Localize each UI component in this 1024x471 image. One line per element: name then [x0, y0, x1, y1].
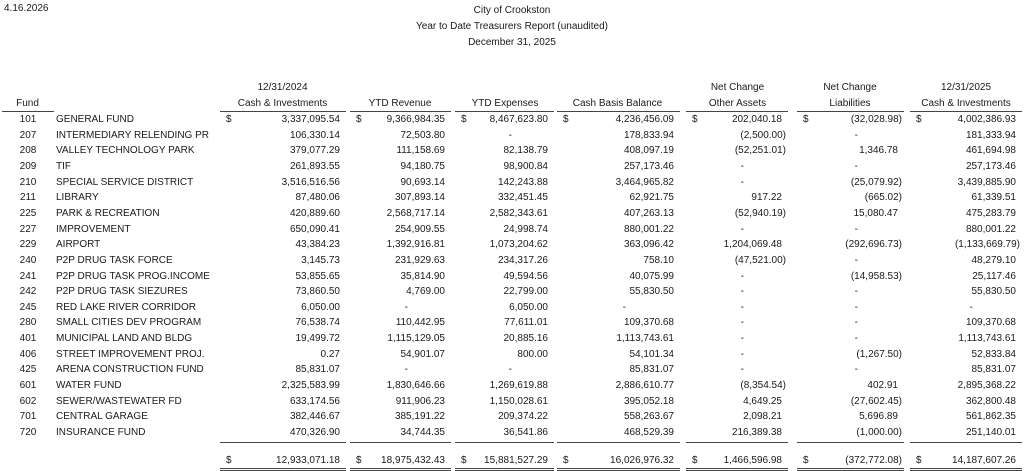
cell-value-c2: -: [404, 364, 408, 376]
cell-value-c6: -: [854, 160, 858, 172]
cell-value-c5: 202,040.18: [731, 114, 782, 125]
cell-value-c3: 234,317.26: [497, 254, 548, 266]
cell-value-c2: 1,392,916.81: [386, 239, 445, 251]
header-fund: Fund: [16, 98, 39, 109]
cell-value-c7: 52,833.84: [971, 348, 1016, 360]
currency-symbol: $: [356, 114, 362, 125]
report-period: December 31, 2025: [468, 37, 556, 48]
fund-name: STREET IMPROVEMENT PROJ.: [56, 348, 205, 360]
cell-value-c1: 382,446.67: [289, 411, 340, 423]
cell-value-c2: 9,366,984.35: [386, 114, 445, 125]
header-underline-c6: [797, 111, 904, 112]
cell-value-c6: 15,080.47: [853, 207, 898, 219]
cell-value-c5: -: [740, 160, 744, 172]
fund-name: WATER FUND: [56, 380, 122, 392]
cell-value-c4: 880,001.22: [623, 223, 674, 235]
fund-number: 242: [19, 286, 37, 298]
total-double-rule: [910, 468, 1022, 471]
currency-symbol: $: [461, 454, 467, 466]
fund-name: ARENA CONSTRUCTION FUND: [56, 364, 204, 376]
cell-value-c4: 408,097.19: [623, 145, 674, 157]
header-underline-c7: [910, 111, 1022, 112]
cell-value-c1: 73,860.50: [295, 286, 340, 298]
cell-value-c5: 4,649.25: [743, 395, 782, 407]
cell-value-c6: (14,958.53): [850, 270, 902, 282]
cell-value-c2: 1,115,129.05: [387, 333, 445, 345]
cell-value-c3: 98,900.84: [503, 160, 548, 172]
cell-value-c6: (25,079.92): [850, 176, 902, 188]
cell-value-c4: 85,831.07: [629, 364, 674, 376]
cell-value-c3: 800.00: [517, 348, 548, 360]
header-underline-c1: [220, 111, 346, 112]
fund-name: IMPROVEMENT: [56, 223, 131, 235]
cell-value-c2: 4,769.00: [406, 286, 445, 298]
cell-value-c5: (52,251.01): [734, 145, 786, 157]
currency-symbol: $: [226, 454, 232, 466]
fund-name: INTERMEDIARY RELENDING PR: [56, 129, 209, 141]
cell-value-c3: 22,799.00: [503, 286, 548, 298]
cell-value-c5: -: [740, 333, 744, 345]
currency-symbol: $: [563, 114, 569, 125]
fund-name: LIBRARY: [56, 192, 99, 204]
cell-value-c1: 53,855.65: [295, 270, 340, 282]
subtotal-rule: [350, 442, 451, 443]
total-value-c6: (372,772.08): [845, 454, 902, 466]
fund-number: 425: [19, 364, 37, 376]
cell-value-c3: 1,073,204.62: [489, 239, 548, 251]
fund-name: CENTRAL GARAGE: [56, 411, 148, 423]
cell-value-c4: 395,052.18: [623, 395, 674, 407]
cell-value-c5: (52,940.19): [734, 207, 786, 219]
fund-name: TIF: [56, 160, 71, 172]
subtotal-rule: [910, 442, 1022, 443]
cell-value-c4: 54,101.34: [629, 348, 674, 360]
fund-number: 406: [19, 348, 37, 360]
fund-name: MUNICIPAL LAND AND BLDG: [56, 333, 193, 345]
fund-number: 601: [19, 380, 37, 392]
header-c7: Cash & Investments: [921, 98, 1011, 109]
cell-value-c6: (32,028.98): [850, 114, 902, 125]
print-date: 4.16.2026: [4, 3, 49, 14]
fund-number: 280: [19, 317, 37, 329]
cell-value-c4: 468,529.39: [623, 427, 674, 438]
fund-number: 229: [19, 239, 37, 251]
header-underline-c4: [557, 111, 680, 112]
cell-value-c3: 20,885.16: [503, 333, 548, 345]
cell-value-c7: 251,140.01: [965, 427, 1016, 438]
cell-value-c2: 2,568,717.14: [386, 207, 445, 219]
cell-value-c3: 49,594.56: [503, 270, 548, 282]
total-value-c2: 18,975,432.43: [381, 454, 445, 466]
cell-value-c1: 87,480.06: [295, 192, 340, 204]
currency-symbol: $: [916, 454, 922, 466]
subtotal-rule: [455, 442, 554, 443]
cell-value-c7: 61,339.51: [971, 192, 1016, 204]
fund-name: INSURANCE FUND: [56, 427, 146, 438]
cell-value-c1: 43,384.23: [295, 239, 340, 251]
cell-value-c2: 111,158.69: [396, 145, 445, 157]
cell-value-c3: 82,138.79: [503, 145, 548, 157]
cell-value-c3: 8,467,623.80: [489, 114, 548, 125]
cell-value-c5: -: [740, 317, 744, 329]
fund-name: P2P DRUG TASK SIEZURES: [56, 286, 188, 298]
currency-symbol: $: [692, 114, 698, 125]
cell-value-c7: 4,002,386.93: [957, 114, 1016, 125]
cell-value-c3: 36,541.86: [503, 427, 548, 438]
cell-value-c3: 24,998.74: [503, 223, 548, 235]
cell-value-c5: -: [740, 286, 744, 298]
total-double-rule: [350, 468, 451, 471]
cell-value-c2: 385,191.22: [394, 411, 445, 423]
cell-value-c7: 561,862.35: [965, 411, 1016, 423]
cell-value-c1: 2,325,583.99: [281, 380, 340, 392]
cell-value-c2: 1,830,646.66: [386, 380, 445, 392]
cell-value-c4: 1,113,743.61: [616, 333, 674, 345]
cell-value-c5: 1,204,069.48: [723, 239, 782, 251]
total-value-c3: 15,881,527.29: [484, 454, 548, 466]
cell-value-c6: 5,696.89: [859, 411, 898, 423]
cell-value-c4: 55,830.50: [629, 286, 674, 298]
fund-name: SEWER/WASTEWATER FD: [56, 395, 182, 407]
header-underline-c3: [455, 111, 554, 112]
header-underline-c5: [686, 111, 788, 112]
cell-value-c5: -: [740, 176, 744, 188]
cell-value-c3: 77,611.01: [504, 317, 548, 329]
cell-value-c1: 379,077.29: [289, 145, 340, 157]
fund-number: 227: [19, 223, 37, 235]
cell-value-c5: -: [740, 348, 744, 360]
cell-value-c4: 558,263.67: [623, 411, 674, 423]
cell-value-c4: 2,886,610.77: [615, 380, 674, 392]
cell-value-c7: 55,830.50: [971, 286, 1016, 298]
cell-value-c2: 254,909.55: [394, 223, 445, 235]
fund-number: 245: [19, 301, 37, 313]
cell-value-c1: 650,090.41: [289, 223, 340, 235]
fund-name: SPECIAL SERVICE DISTRICT: [56, 176, 194, 188]
header-c2: YTD Revenue: [368, 98, 432, 109]
cell-value-c6: -: [854, 333, 858, 345]
cell-value-c4: 3,464,965.82: [615, 176, 674, 188]
cell-value-c1: 3,145.73: [301, 254, 340, 266]
cell-value-c7: 475,283.79: [965, 207, 1016, 219]
cell-value-c2: -: [404, 301, 408, 313]
cell-value-c3: 1,150,028.61: [489, 395, 548, 407]
cell-value-c4: 257,173.46: [623, 160, 674, 172]
cell-value-c5: 2,098.21: [743, 411, 782, 423]
cell-value-c1: 106,330.14: [289, 129, 340, 141]
fund-number: 240: [19, 254, 37, 266]
fund-name: VALLEY TECHNOLOGY PARK: [56, 145, 195, 157]
subtotal-rule: [797, 442, 904, 443]
fund-number: 210: [19, 176, 37, 188]
header-c5: Other Assets: [708, 98, 767, 109]
fund-number: 101: [19, 114, 37, 125]
cell-value-c7: 109,370.68: [965, 317, 1016, 329]
cell-value-c2: 110,442.95: [395, 317, 445, 329]
fund-number: 207: [19, 129, 37, 141]
total-double-rule: [686, 468, 788, 471]
total-value-c5: 1,466,596.98: [723, 454, 782, 466]
report-title: Year to Date Treasurers Report (unaudited): [416, 21, 608, 32]
fund-name: PARK & RECREATION: [56, 207, 160, 219]
header-c6-top: Net Change: [823, 82, 877, 93]
cell-value-c5: (2,500.00): [740, 129, 786, 141]
city-name: City of Crookston: [473, 5, 551, 16]
fund-number: 701: [19, 411, 37, 423]
fund-name: GENERAL FUND: [56, 114, 134, 125]
cell-value-c7: 461,694.98: [965, 145, 1016, 157]
fund-name: P2P DRUG TASK PROG.INCOME: [56, 270, 210, 282]
currency-symbol: $: [692, 454, 698, 466]
header-c3: YTD Expenses: [471, 98, 539, 109]
cell-value-c3: 1,269,619.88: [489, 380, 548, 392]
header-c4: Cash Basis Balance: [572, 98, 663, 109]
total-double-rule: [557, 468, 680, 471]
total-value-c1: 12,933,071.18: [276, 454, 340, 466]
cell-value-c6: 402.91: [867, 380, 898, 392]
cell-value-c2: 94,180.75: [400, 160, 445, 172]
fund-number: 225: [19, 207, 37, 219]
cell-value-c2: 34,744.35: [400, 427, 445, 438]
cell-value-c1: 470,326.90: [289, 427, 340, 438]
cell-value-c5: -: [740, 364, 744, 376]
currency-symbol: $: [563, 454, 569, 466]
cell-value-c1: 420,889.60: [289, 207, 340, 219]
cell-value-c6: (292,696.73): [845, 239, 902, 251]
cell-value-c6: -: [854, 317, 858, 329]
fund-name: AIRPORT: [56, 239, 101, 251]
cell-value-c7: 3,439,885.90: [957, 176, 1016, 188]
cell-value-c4: 363,096.42: [623, 239, 674, 251]
cell-value-c3: 6,050.00: [509, 301, 548, 313]
currency-symbol: $: [803, 454, 809, 466]
cell-value-c7: (1,133,669.79): [954, 239, 1020, 251]
subtotal-rule: [557, 442, 680, 443]
cell-value-c6: -: [854, 301, 858, 313]
cell-value-c5: -: [740, 301, 744, 313]
subtotal-rule: [220, 442, 346, 443]
cell-value-c7: 181,333.94: [965, 129, 1016, 141]
total-value-c4: 16,026,976.32: [610, 454, 674, 466]
cell-value-c1: 633,174.56: [289, 395, 340, 407]
cell-value-c2: 35,814.90: [400, 270, 445, 282]
cell-value-c6: (1,267.50): [856, 348, 902, 360]
fund-number: 208: [19, 145, 37, 157]
cell-value-c6: 1,346.78: [859, 145, 898, 157]
cell-value-c2: 231,929.63: [394, 254, 445, 266]
cell-value-c4: 407,263.13: [623, 207, 674, 219]
cell-value-c4: 178,833.94: [623, 129, 674, 141]
cell-value-c3: -: [508, 129, 512, 141]
cell-value-c1: 261,893.55: [289, 160, 340, 172]
cell-value-c1: 0.27: [320, 348, 340, 360]
cell-value-c5: 917.22: [751, 192, 782, 204]
fund-number: 602: [19, 395, 37, 407]
fund-name: P2P DRUG TASK FORCE: [56, 254, 173, 266]
cell-value-c7: 25,117.46: [972, 270, 1016, 282]
cell-value-c7: 85,831.07: [971, 364, 1016, 376]
cell-value-c6: (665.02): [864, 192, 902, 204]
cell-value-c1: 85,831.07: [295, 364, 340, 376]
fund-number: 401: [19, 333, 37, 345]
cell-value-c2: 911,906.23: [395, 395, 445, 407]
cell-value-c4: 4,236,456.09: [615, 114, 674, 125]
fund-number: 241: [19, 270, 37, 282]
cell-value-c6: -: [854, 254, 858, 266]
currency-symbol: $: [916, 114, 922, 125]
total-double-rule: [220, 468, 346, 471]
cell-value-c4: 109,370.68: [623, 317, 674, 329]
cell-value-c5: -: [740, 223, 744, 235]
cell-value-c2: 90,693.14: [400, 176, 445, 188]
cell-value-c5: 216,389.38: [731, 427, 782, 438]
cell-value-c7: 880,001.22: [965, 223, 1016, 235]
cell-value-c7: 1,113,743.61: [958, 333, 1016, 345]
header-c1-date: 12/31/2024: [257, 82, 308, 93]
cell-value-c1: 6,050.00: [301, 301, 340, 313]
cell-value-c3: 209,374.22: [497, 411, 548, 423]
cell-value-c2: 54,901.07: [400, 348, 445, 360]
cell-value-c7: 48,279.10: [971, 254, 1016, 266]
total-value-c7: 14,187,607.26: [952, 454, 1016, 466]
cell-value-c3: 332,451.45: [497, 192, 548, 204]
cell-value-c6: -: [854, 286, 858, 298]
cell-value-c1: 3,337,095.54: [281, 114, 340, 125]
cell-value-c6: (1,000.00): [856, 427, 902, 438]
header-c1: Cash & Investments: [237, 98, 328, 109]
currency-symbol: $: [226, 114, 232, 125]
cell-value-c5: -: [740, 270, 744, 282]
cell-value-c1: 76,538.74: [295, 317, 340, 329]
cell-value-c4: -: [622, 301, 626, 313]
cell-value-c5: (8,354.54): [740, 380, 786, 392]
cell-value-c1: 19,499.72: [295, 333, 340, 345]
fund-name: RED LAKE RIVER CORRIDOR: [56, 301, 197, 313]
currency-symbol: $: [356, 454, 362, 466]
cell-value-c1: 3,516,516.56: [281, 176, 340, 188]
report-title-block: [0, 3, 1024, 51]
cell-value-c6: -: [854, 129, 858, 141]
cell-value-c7: -: [969, 301, 973, 313]
cell-value-c3: -: [508, 364, 512, 376]
fund-name: SMALL CITIES DEV PROGRAM: [56, 317, 202, 329]
fund-number: 720: [19, 427, 37, 438]
total-double-rule: [455, 468, 554, 471]
total-double-rule: [797, 468, 904, 471]
cell-value-c6: -: [854, 364, 858, 376]
header-underline-c2: [350, 111, 451, 112]
fund-number: 209: [19, 160, 37, 172]
cell-value-c2: 72,503.80: [400, 129, 445, 141]
cell-value-c2: 307,893.14: [394, 192, 445, 204]
cell-value-c3: 142,243.88: [497, 176, 548, 188]
header-c6: Liabilities: [829, 98, 871, 109]
header-c5-top: Net Change: [710, 82, 765, 93]
cell-value-c6: -: [854, 223, 858, 235]
currency-symbol: $: [803, 114, 809, 125]
cell-value-c7: 257,173.46: [965, 160, 1016, 172]
currency-symbol: $: [461, 114, 467, 125]
fund-number: 211: [20, 192, 36, 204]
cell-value-c6: (27,602.45): [850, 395, 902, 407]
cell-value-c3: 2,582,343.61: [489, 207, 548, 219]
cell-value-c7: 2,895,368.22: [957, 380, 1016, 392]
header-c7-date: 12/31/2025: [940, 82, 992, 93]
cell-value-c4: 40,075.99: [629, 270, 674, 282]
cell-value-c4: 62,921.75: [629, 192, 674, 204]
cell-value-c4: 758.10: [643, 254, 674, 266]
cell-value-c5: (47,521.00): [734, 254, 786, 266]
cell-value-c7: 362,800.48: [965, 395, 1016, 407]
subtotal-rule: [686, 442, 788, 443]
